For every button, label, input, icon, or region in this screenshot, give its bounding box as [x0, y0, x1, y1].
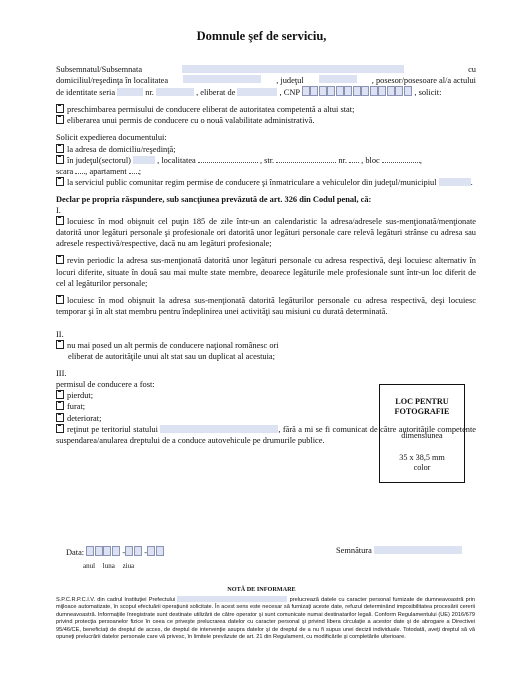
exp-block-label: , bloc — [361, 155, 380, 165]
notice-title: NOTĂ DE INFORMARE — [227, 586, 296, 593]
expedition-address-checkbox[interactable] — [56, 155, 64, 164]
exp-staircase-label: scara — [56, 166, 74, 176]
cnp-field[interactable] — [302, 88, 415, 97]
status-damaged-checkbox[interactable] — [56, 413, 64, 422]
declaration-item-4-checkbox[interactable] — [56, 340, 64, 349]
request-new-validity — [56, 115, 476, 126]
form-title: Domnule şef de serviciu, — [196, 29, 327, 43]
section-ii-label: II. — [56, 329, 64, 339]
notice-prefecture-field[interactable] — [177, 596, 287, 602]
expedition-service — [56, 177, 476, 188]
intro-residence-label: domiciliul/reşedinţa în localitatea — [56, 76, 169, 86]
exp-comma: , — [419, 155, 422, 165]
request-exchange — [56, 104, 476, 115]
declaration-item-4 — [56, 340, 356, 351]
declaration-item-3-text: locuiesc în mod obişnuit la adresa sus-menţionată datorită legăturilor personale cu adresa respectivă, deşi locuiesc temporar şi în alt stat membru pentru îndeplinirea unei activităţi sau misiuni cu durată determinată. — [56, 295, 476, 316]
status-retained-checkbox[interactable] — [56, 424, 64, 433]
request-exchange-checkbox[interactable] — [56, 104, 64, 113]
status-damaged-label: deteriorat; — [67, 413, 102, 423]
expedition-address-2 — [56, 166, 476, 177]
id-series-field[interactable] — [117, 88, 143, 96]
section-i-label: I. — [56, 206, 61, 216]
id-number-field[interactable] — [156, 88, 194, 96]
expedition-home-label: la adresa de domiciliu/reşedinţă; — [67, 144, 176, 154]
photo-heading-2: FOTOGRAFIE — [394, 407, 450, 416]
exp-apartment-label: , apartament — [85, 166, 127, 176]
expedition-heading: Solicit expedierea documentului: — [56, 133, 167, 143]
declaration-item-2 — [56, 255, 476, 288]
expedition-home — [56, 144, 476, 155]
intro-cu-label: cu — [468, 65, 476, 74]
exp-semicolon: ; — [138, 166, 142, 176]
signature-label: Semnătura — [336, 546, 372, 555]
id-number-label: nr. — [145, 88, 154, 98]
exp-county-label: în judeţul(sectorul) — [67, 155, 131, 165]
declaration-item-3-checkbox[interactable] — [56, 295, 64, 304]
photo-box — [379, 384, 465, 483]
request-new-validity-label: eliberarea unui permis de conducere cu o nouă valabilitate administrativă. — [67, 116, 315, 126]
status-stolen-label: furat; — [67, 402, 86, 412]
expedition-service-label: la serviciul public comunitar regim permise de conducere şi înmatriculare a vehiculelor din judeţul/municipiul — [67, 177, 437, 187]
exp-staircase-field[interactable] — [75, 166, 85, 174]
full-name-field[interactable] — [182, 65, 404, 73]
declaration-item-1-text: locuiesc în mod obişnuit cel puţin 185 de zile într-un an calendaristic la adresa/adresele sus-menţionată/menţionate datorită unor legături personale şi profesionale ori datorită unor legături personale care relevă legături strânse cu adresa sau adresele respectivă/respective, dacă nu am legături profesionale; — [56, 217, 476, 249]
id-issuer-field[interactable] — [237, 88, 277, 96]
signature-field[interactable] — [374, 546, 462, 554]
notice-text-b: prelucrează datele cu caracter personal furnizate de dumneavoastră prin mijloace automatizate, în scopul efectuării operaţiunii solicitate. În acest sens este necesar să furnizaţi aceste date, refuzul determinând imposibilitatea procesării cererii dumneavoastră. Informaţiile înregistrate sunt destinate utilizării de către operator şi sunt comunicate numai destinatarilor legali. Conform Regulamentului (UE) 2016/679 privind protecţia persoanelor fizice în ceea ce priveşte prelucrarea datelor cu caracter personal şi privind libera circulaţie a acestor date şi de abrogare a Directivei 95/46/CE, beneficiaţi de dreptul de acces, de dreptul de intervenţie asupra datelor şi de dreptul de a nu fi supus unei decizii individuale. Totodată, aveţi dreptul să vă opuneţi prelucrării datelor personale care vă privesc, în limitele prevăzute de art. 21 din Regulament, cu modificările şi completările ulterioare. — [56, 597, 476, 641]
expedition-home-checkbox[interactable] — [56, 144, 64, 153]
county-field[interactable] — [319, 75, 357, 83]
status-lost-label: pierdut; — [67, 391, 94, 401]
status-retained-label-b: , fără a mi se fi comunicat de către autorităţile competente suspendarea/anularea dreptului de a conduce autovehicule pe drumurile publice. — [56, 424, 477, 445]
date-field[interactable]: - - — [86, 548, 164, 557]
expedition-service-checkbox[interactable] — [56, 177, 64, 186]
status-retained-label: reţinut pe teritoriul statului — [67, 424, 158, 434]
retaining-state-field[interactable] — [160, 425, 278, 433]
exp-end-dot: . — [470, 177, 473, 187]
exp-block-field[interactable] — [382, 155, 420, 163]
locality-field[interactable] — [183, 75, 261, 83]
declaration-item-4-text-a: nu mai posed un alt permis de conducere naţional românesc ori — [67, 340, 279, 350]
status-lost-checkbox[interactable] — [56, 390, 64, 399]
exp-number-field[interactable] — [349, 155, 359, 163]
solicit-label: , solicit: — [414, 88, 442, 98]
declaration-item-1-checkbox[interactable] — [56, 216, 64, 225]
declaration-item-3 — [56, 295, 476, 317]
declaration-item-2-checkbox[interactable] — [56, 255, 64, 264]
id-series-label: de identitate seria — [56, 88, 116, 98]
request-exchange-label: preschimbarea permisului de conducere eliberat de autoritatea competentă a altui stat; — [67, 105, 355, 115]
date-area — [66, 546, 164, 557]
license-status-heading: permisul de conducere a fost: — [56, 380, 155, 390]
signature-area — [336, 546, 462, 555]
photo-size: 35 x 38,5 mm — [399, 453, 445, 462]
status-stolen-checkbox[interactable] — [56, 401, 64, 410]
photo-heading-1: LOC PENTRU — [395, 397, 449, 406]
exp-number-label: nr. — [338, 155, 347, 165]
intro-name-label: Subsemnatul/Subsemnata — [56, 65, 143, 74]
intro-line-3 — [56, 86, 476, 98]
declaration-item-2-text: revin periodic la adresa sus-menţionată datorită unor legături personale cu adresa respectivă, deşi locuiesc alternativ în locuri diferite, situate în două sau mai multe state membre, deoarece legăturile mele profesionale sunt într-un loc diferit de cel al legăturilor personale; — [56, 256, 476, 288]
intro-county-label: , judeţul — [276, 76, 304, 86]
notice-text-a: S.P.C.R.P.C.I.V. din cadrul Instituţiei Prefectului — [56, 597, 176, 603]
notice-text — [56, 596, 475, 641]
declaration-item-1 — [56, 216, 476, 249]
id-issuer-label: , eliberat de — [196, 88, 236, 98]
declaration-item-4-b: eliberat de autorităţile unui alt stat sau un duplicat al acestuia; — [68, 352, 275, 362]
exp-locality-label: , localitatea — [157, 155, 196, 165]
exp-street-label: , str. — [259, 155, 275, 165]
declaration-heading: Declar pe propria răspundere, sub sancţiunea prevăzută de art. 326 din Codul penal, că: — [56, 194, 372, 204]
cnp-label: , CNP — [279, 88, 300, 98]
section-iii-label: III. — [56, 369, 67, 379]
date-sublabels: anul luna ziua — [83, 562, 135, 570]
exp-county-field[interactable] — [133, 156, 155, 164]
exp-municipality-field[interactable] — [439, 178, 471, 186]
request-new-validity-checkbox[interactable] — [56, 115, 64, 124]
expedition-address — [56, 155, 476, 166]
exp-locality-field[interactable] — [198, 155, 258, 163]
exp-apartment-field[interactable] — [129, 166, 142, 176]
intro-holder-label: , posesor/posesoare al/a actului — [371, 76, 476, 86]
photo-dimension-label: dimensiunea — [401, 431, 443, 440]
intro-line-1 — [56, 64, 476, 75]
photo-color: color — [413, 463, 431, 472]
date-label: Data: — [66, 548, 85, 557]
intro-line-2 — [56, 75, 476, 86]
exp-street-field[interactable] — [276, 155, 336, 163]
